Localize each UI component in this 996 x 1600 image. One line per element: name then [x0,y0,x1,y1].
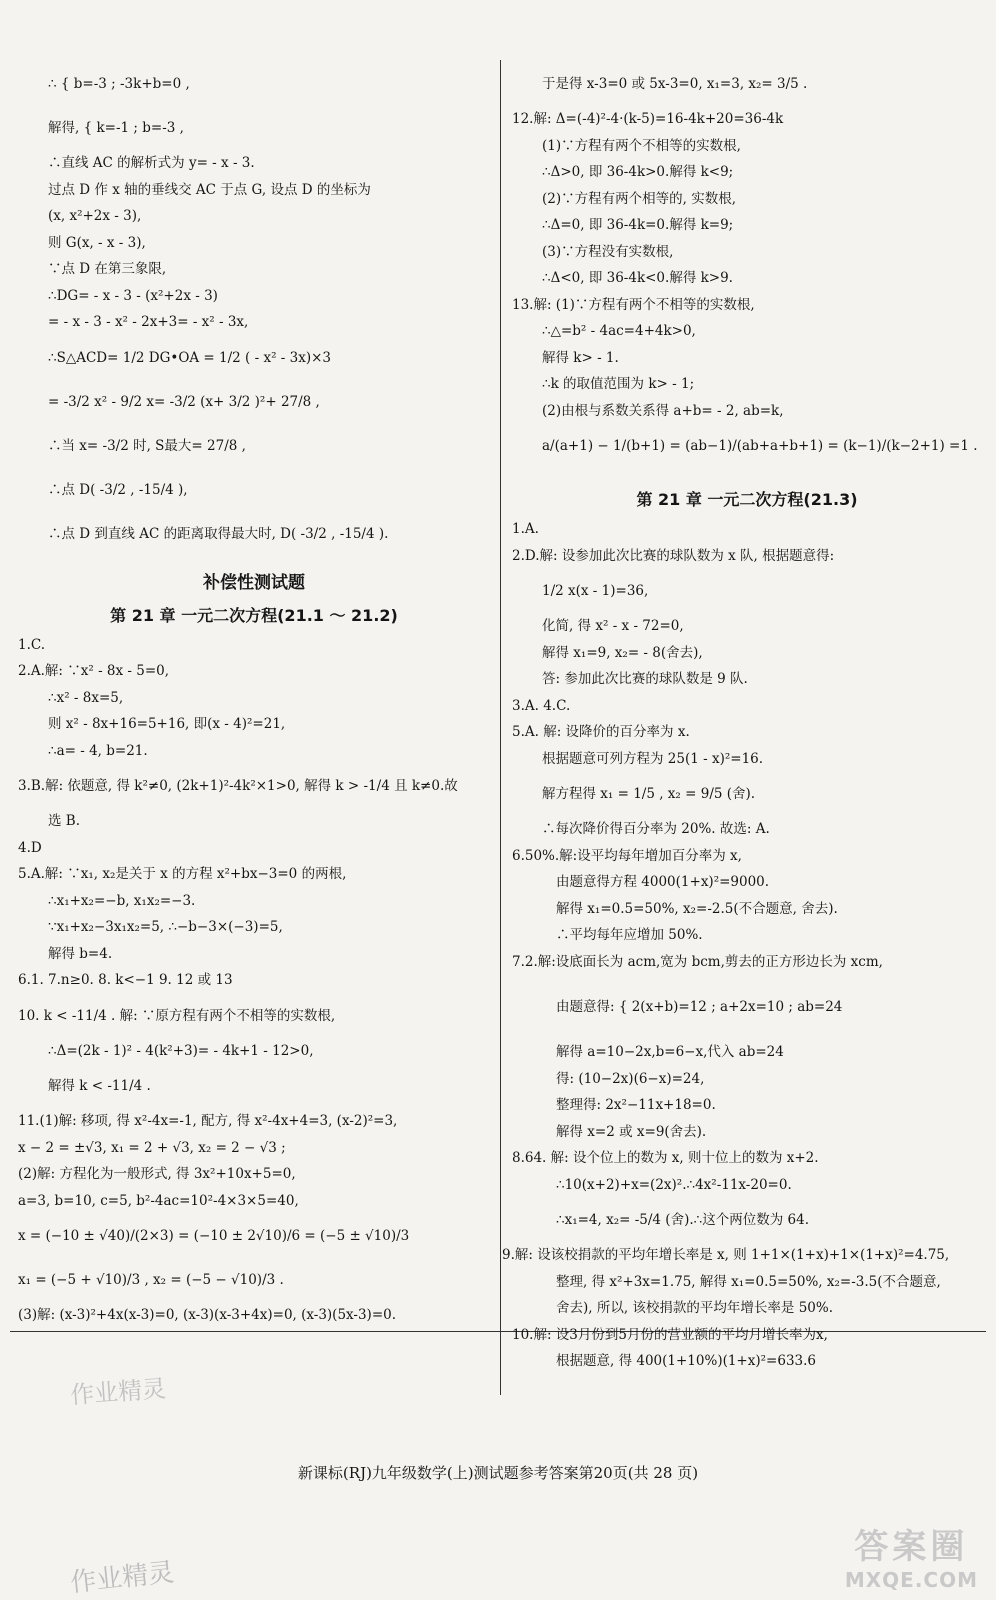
text-line: (x, x²+2x - 3), [48,208,142,224]
text-line: ∴k 的取值范围为 k> - 1; [542,376,695,392]
text-line: ∴S△ACD= 1/2 DG•OA = 1/2 ( - x² - 3x)×3 [48,349,331,366]
answer-line: 则 x² - 8x+16=5+16, 即(x - 4)²=21, [48,716,286,732]
answer-line: 选 B. [48,813,81,829]
answer-line: 1.C. [18,636,46,653]
answer-line: x₁ = (−5 + √10)/3 , x₂ = (−5 − √10)/3 . [18,1272,284,1288]
watermark-logo: 答案圈 [854,1527,969,1567]
answer-line: 由题意得: { 2(x+b)=12 ; a+2x=10 ; ab=24 [556,999,843,1015]
answer-line: 2.D.解: 设参加此次比赛的球队数为 x 队, 根据题意得: [512,547,835,564]
answer-line: 解得 x=2 或 x=9(舍去). [556,1123,707,1140]
site-watermark [845,1519,978,1592]
answer-line: 10. k < -11/4 . 解: ∵原方程有两个不相等的实数根, [18,1007,336,1024]
answer-line: 2.A.解: ∵x² - 8x - 5=0, [18,663,170,679]
text-line: 13.解: (1)∵方程有两个不相等的实数根, [512,296,755,313]
text-line: ∴点 D( -3/2 , -15/4 ), [48,481,188,498]
answer-line: ∴x₁=4, x₂= -5/4 (舍).∴这个两位数为 64. [556,1212,809,1228]
text-line: (2)∵方程有两个相等的, 实数根, [542,190,736,207]
section-title: 补偿性测试题 [203,572,305,593]
answer-line: 根据题意, 得 400(1+10%)(1+x)²=633.6 [556,1353,817,1369]
text-line: ∵点 D 在第三象限, [48,261,167,277]
text-line: a/(a+1) − 1/(b+1) = (ab−1)/(ab+a+b+1) = (k−1)/(k−2+1) =1 . [542,438,978,454]
answer-line: a=3, b=10, c=5, b²-4ac=10²-4×3×5=40, [18,1192,299,1209]
text-line: ∴△=b² - 4ac=4+4k>0, [542,323,696,339]
answer-line: 1/2 x(x - 1)=36, [542,583,649,599]
text-line: 解得 k> - 1. [542,349,619,366]
answer-line: 5.A.解: ∵x₁, x₂是关于 x 的方程 x²+bx−3=0 的两根, [18,866,347,882]
text-line: ∴ { b=-3 ; -3k+b=0 , [48,76,190,92]
answer-line: 8.64. 解: 设个位上的数为 x, 则十位上的数为 x+2. [512,1150,819,1166]
text-line: ∴Δ>0, 即 36-4k>0.解得 k<9; [542,164,734,180]
answer-line: 解得 a=10−2x,b=6−x,代入 ab=24 [556,1044,784,1060]
text-line: 于是得 x-3=0 或 5x-3=0, x₁=3, x₂= 3/5 . [542,76,808,92]
answer-line: 7.2.解:设底面长为 acm,宽为 bcm,剪去的正方形边长为 xcm, [512,953,883,970]
answer-line: ∴每次降价得百分率为 20%. 故选: A. [542,821,770,837]
answer-line: ∴Δ=(2k - 1)² - 4(k²+3)= - 4k+1 - 12>0, [48,1042,314,1059]
answer-line: (3)解: (x-3)²+4x(x-3)=0, (x-3)(x-3+4x)=0, (x-3)(5x-3)=0. [18,1307,397,1323]
text-line: 过点 D 作 x 轴的垂线交 AC 于点 G, 设点 D 的坐标为 [48,181,371,198]
answer-line: 解得 x₁=0.5=50%, x₂=-2.5(不合题意, 舍去). [556,900,838,917]
text-line: 解得, { k=-1 ; b=-3 , [48,120,184,136]
answer-line: 3.A. 4.C. [512,697,571,714]
answer-line: 整理得: 2x²−11x+18=0. [556,1097,716,1113]
answer-line: 化简, 得 x² - x - 72=0, [542,618,684,634]
answer-line: 由题意得方程 4000(1+x)²=9000. [556,874,770,890]
answer-line: 解方程得 x₁ = 1/5 , x₂ = 9/5 (舍). [542,786,756,802]
stamp-watermark-bottom: 作业精灵 [68,1557,176,1599]
text-line: (2)由根与系数关系得 a+b= - 2, ab=k, [542,402,784,419]
text-line: ∴DG= - x - 3 - (x²+2x - 3) [48,287,218,304]
answer-line: 得: (10−2x)(6−x)=24, [556,1070,705,1087]
text-line: 12.解: Δ=(-4)²-4·(k-5)=16-4k+20=36-4k [512,111,784,127]
answer-line: 11.(1)解: 移项, 得 x²-4x=-1, 配方, 得 x²-4x+4=3, (x-2)²=3, [18,1113,398,1129]
answer-line: (2)解: 方程化为一般形式, 得 3x²+10x+5=0, [18,1166,296,1182]
column-divider [500,60,501,1395]
answer-line: 6.50%.解:设平均每年增加百分率为 x, [512,847,742,864]
section-subtitle: 第 21 章 一元二次方程(21.3) [636,490,858,509]
answer-line: 整理, 得 x²+3x=1.75, 解得 x₁=0.5=50%, x₂=-3.5(不合题意, [556,1273,941,1290]
answer-line: 解得 b=4. [48,945,113,962]
answer-line: ∴a= - 4, b=21. [48,742,148,759]
answer-line: 9.解: 设该校捐款的平均年增长率是 x, 则 1+1×(1+x)+1×(1+x)²=4.75, [502,1247,950,1263]
text-line: = -3/2 x² - 9/2 x= -3/2 (x+ 3/2 )²+ 27/8 , [48,393,320,410]
answer-line: ∴10(x+2)+x=(2x)².∴4x²-11x-20=0. [556,1176,792,1193]
text-line: ∴点 D 到直线 AC 的距离取得最大时, D( -3/2 , -15/4 ). [48,525,389,542]
answer-line: ∴x² - 8x=5, [48,689,124,706]
text-line: ∴Δ=0, 即 36-4k=0.解得 k=9; [542,217,734,233]
answer-line: x − 2 = ±√3, x₁ = 2 + √3, x₂ = 2 − √3 ; [18,1139,286,1156]
answer-line: 5.A. 解: 设降价的百分率为 x. [512,724,690,740]
text-line: ∴Δ<0, 即 36-4k<0.解得 k>9. [542,270,733,286]
text-line: (3)∵方程没有实数根, [542,243,674,260]
answer-line: 根据题意可列方程为 25(1 - x)²=16. [542,750,764,767]
answer-line: 舍去), 所以, 该校捐款的平均年增长率是 50%. [556,1300,834,1316]
page-footer: 新课标(RJ)九年级数学(上)测试题参考答案第20页(共 28 页) [297,1464,699,1482]
text-line: (1)∵方程有两个不相等的实数根, [542,137,741,154]
text-line: 则 G(x, - x - 3), [48,234,146,251]
text-line: = - x - 3 - x² - 2x+3= - x² - 3x, [48,314,249,330]
answer-line: 4.D [18,839,42,856]
answer-line: 1.A. [512,521,539,537]
section-subtitle: 第 21 章 一元二次方程(21.1 ～ 21.2) [110,605,398,625]
answer-line: 10.解: 设3月份到5月份的营业额的平均月增长率为x, [512,1326,828,1343]
answer-line: 答: 参加此次比赛的球队数是 9 队. [542,671,748,687]
watermark-url: MXQE.COM [844,1568,978,1592]
answer-line: 6.1. 7.n≥0. 8. k<−1 9. 12 或 13 [18,972,233,988]
stamp-watermark: 作业精灵 [69,1374,168,1410]
text-line: ∴当 x= -3/2 时, S最大= 27/8 , [48,437,246,454]
answer-line: 解得 x₁=9, x₂= - 8(舍去), [542,644,703,661]
text-line: ∴直线 AC 的解析式为 y= - x - 3. [48,155,255,171]
answer-line: 3.B.解: 依题意, 得 k²≠0, (2k+1)²-4k²×1>0, 解得 k > -1/4 且 k≠0.故 [18,778,458,794]
left-column [18,62,490,1329]
answer-line: ∴x₁+x₂=−b, x₁x₂=−3. [48,892,196,909]
answer-line: ∴平均每年应增加 50%. [556,927,703,943]
answer-line: ∵x₁+x₂−3x₁x₂=5, ∴−b−3×(−3)=5, [48,919,283,935]
answer-line: 解得 k < -11/4 . [48,1078,151,1094]
answer-line: x = (−10 ± √40)/(2×3) = (−10 ± 2√10)/6 = (−5 ± √10)/3 [18,1228,410,1244]
right-column [502,62,982,1375]
